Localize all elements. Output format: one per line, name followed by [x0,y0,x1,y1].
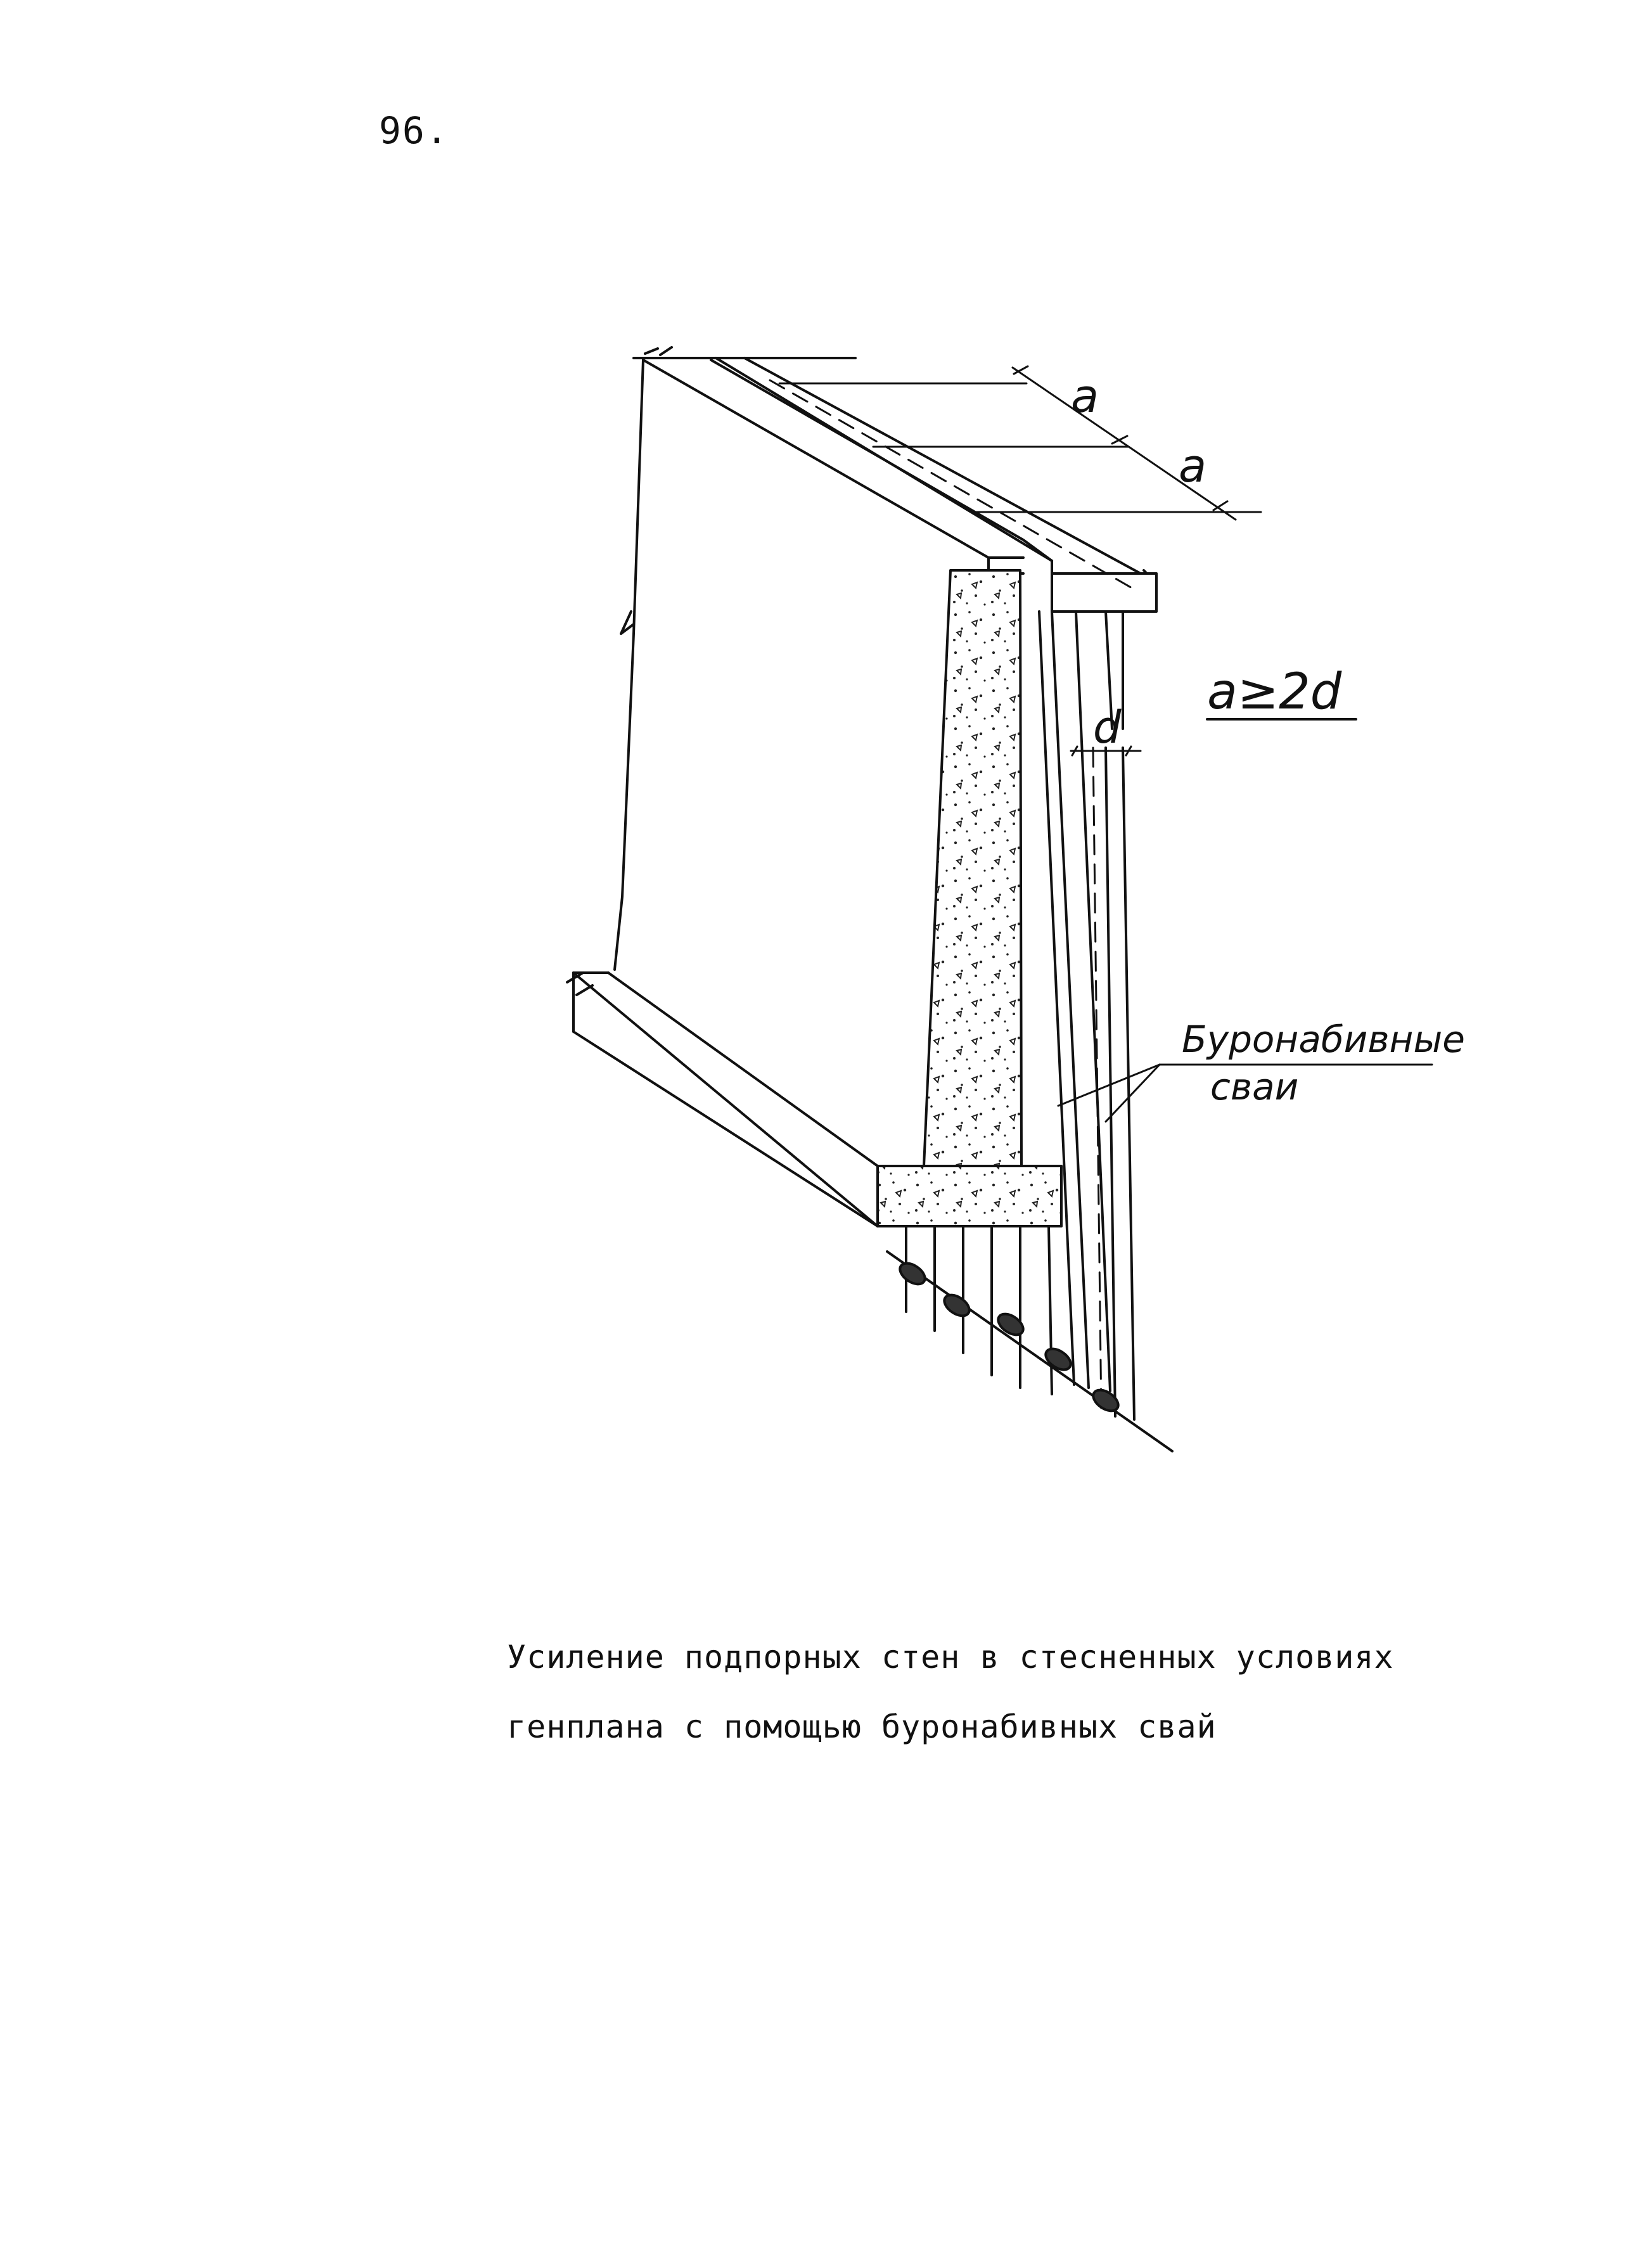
dim-label-a-top: a [1071,369,1099,423]
pile-diameter-label: d [1093,702,1122,753]
wall-face [615,360,643,970]
dim-label-a-bottom: a [1179,439,1207,492]
piles-label-line2: сваи [1210,1065,1299,1108]
concrete-stem [924,570,1021,1166]
condition-label: a≥2d [1207,663,1342,721]
wall-top-cap [634,347,1052,573]
figure-caption [507,1622,1584,1762]
caption-line-2: генплана с помощью буронабивных свай [507,1708,1217,1745]
caption-line-1: Усиление подпорных стен в стесненных условиях [507,1639,1394,1675]
piles-label-line1: Буронабивные [1182,1018,1465,1061]
footing-piles [906,1226,1052,1394]
page-number: 96. [379,109,449,152]
break-line [887,1252,1172,1451]
